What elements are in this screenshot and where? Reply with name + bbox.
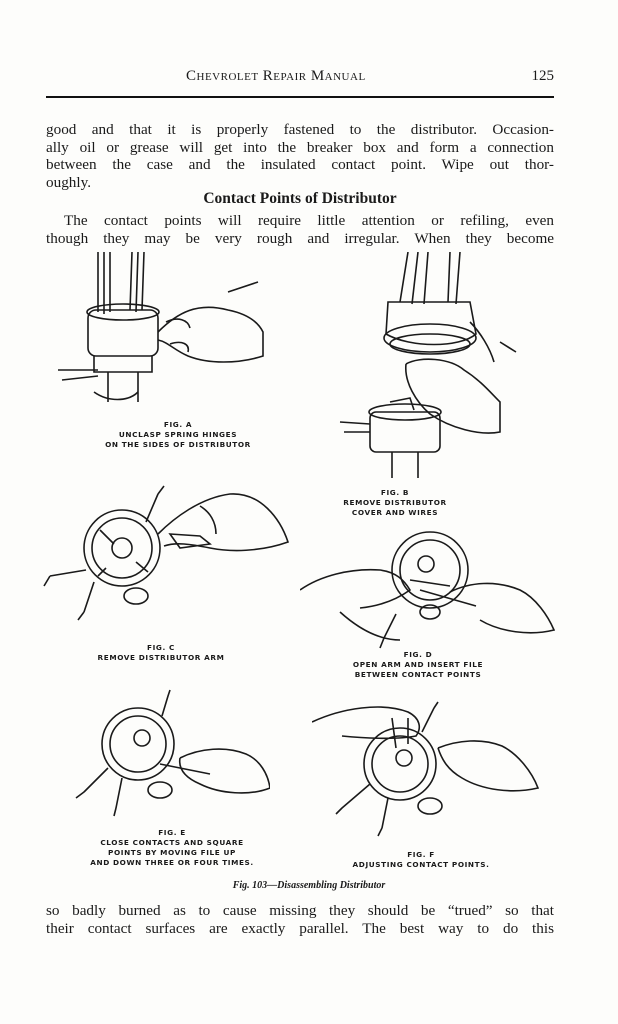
figure-a-label: FIG. A xyxy=(163,420,193,429)
text-line: their contact surfaces are exactly parallel. The best way to do this xyxy=(46,919,554,937)
figure-d-text: BETWEEN CONTACT POINTS xyxy=(354,670,482,679)
text-line: between the case and the insulated contact point. Wipe out thor- xyxy=(46,156,554,174)
text-line: so badly burned as to cause missing they should be “trued” so that xyxy=(46,902,554,919)
page-header xyxy=(46,68,554,92)
running-title: Chevrolet Repair Manual xyxy=(186,68,366,84)
figure-c-illustration xyxy=(40,478,290,628)
figure-c-caption xyxy=(66,643,256,663)
figure-d-caption xyxy=(318,650,518,680)
figure-e-text: CLOSE CONTACTS AND SQUARE xyxy=(100,838,244,847)
figure-e-text: POINTS BY MOVING FILE UP xyxy=(108,848,236,857)
figure-c-text: REMOVE DISTRIBUTOR ARM xyxy=(97,653,225,662)
text-line: though they may be very rough and irregular. When they become xyxy=(46,229,554,247)
figure-e-illustration xyxy=(70,688,270,823)
page-number: 125 xyxy=(531,68,554,84)
figure-e-label: FIG. E xyxy=(158,828,186,837)
figure-b-text: COVER AND WIRES xyxy=(351,508,439,517)
figure-a-text: ON THE SIDES OF DISTRIBUTOR xyxy=(105,440,251,449)
figure-a-text: UNCLASP SPRING HINGES xyxy=(118,430,238,439)
text-line: The contact points will require little attention or refiling, even xyxy=(64,212,554,229)
figure-f-text: ADJUSTING CONTACT POINTS. xyxy=(352,860,490,869)
figure-a-illustration xyxy=(58,252,268,412)
figure-c-label: FIG. C xyxy=(147,643,175,652)
figure-d-text: OPEN ARM AND INSERT FILE xyxy=(352,660,484,669)
figure-f-caption xyxy=(336,850,506,870)
paragraph-contact-points xyxy=(46,212,554,247)
figure-f-illustration xyxy=(312,688,542,848)
header-rule xyxy=(46,96,554,98)
figure-e-text: AND DOWN THREE OR FOUR TIMES. xyxy=(90,858,254,867)
paragraph-intro xyxy=(46,121,554,191)
figure-d-label: FIG. D xyxy=(403,650,433,659)
figure-main-caption: Fig. 103—Disassembling Distributor xyxy=(232,880,386,891)
figure-b-label: FIG. B xyxy=(380,488,410,497)
figure-e-caption xyxy=(72,828,272,868)
paragraph-trued xyxy=(46,902,554,937)
figure-b-illustration xyxy=(330,252,530,482)
figure-a-caption xyxy=(78,420,278,450)
figure-b-caption xyxy=(330,488,460,518)
text-line: oughly. xyxy=(46,173,91,191)
figure-f-label: FIG. F xyxy=(407,850,435,859)
section-heading: Contact Points of Distributor xyxy=(203,190,397,207)
figure-d-illustration xyxy=(300,520,555,650)
figure-b-text: REMOVE DISTRIBUTOR xyxy=(343,498,447,507)
text-line: ally oil or grease will get into the breaker box and form a connection xyxy=(46,138,554,156)
text-line: good and that it is properly fastened to the distributor. Occasion- xyxy=(46,121,554,138)
